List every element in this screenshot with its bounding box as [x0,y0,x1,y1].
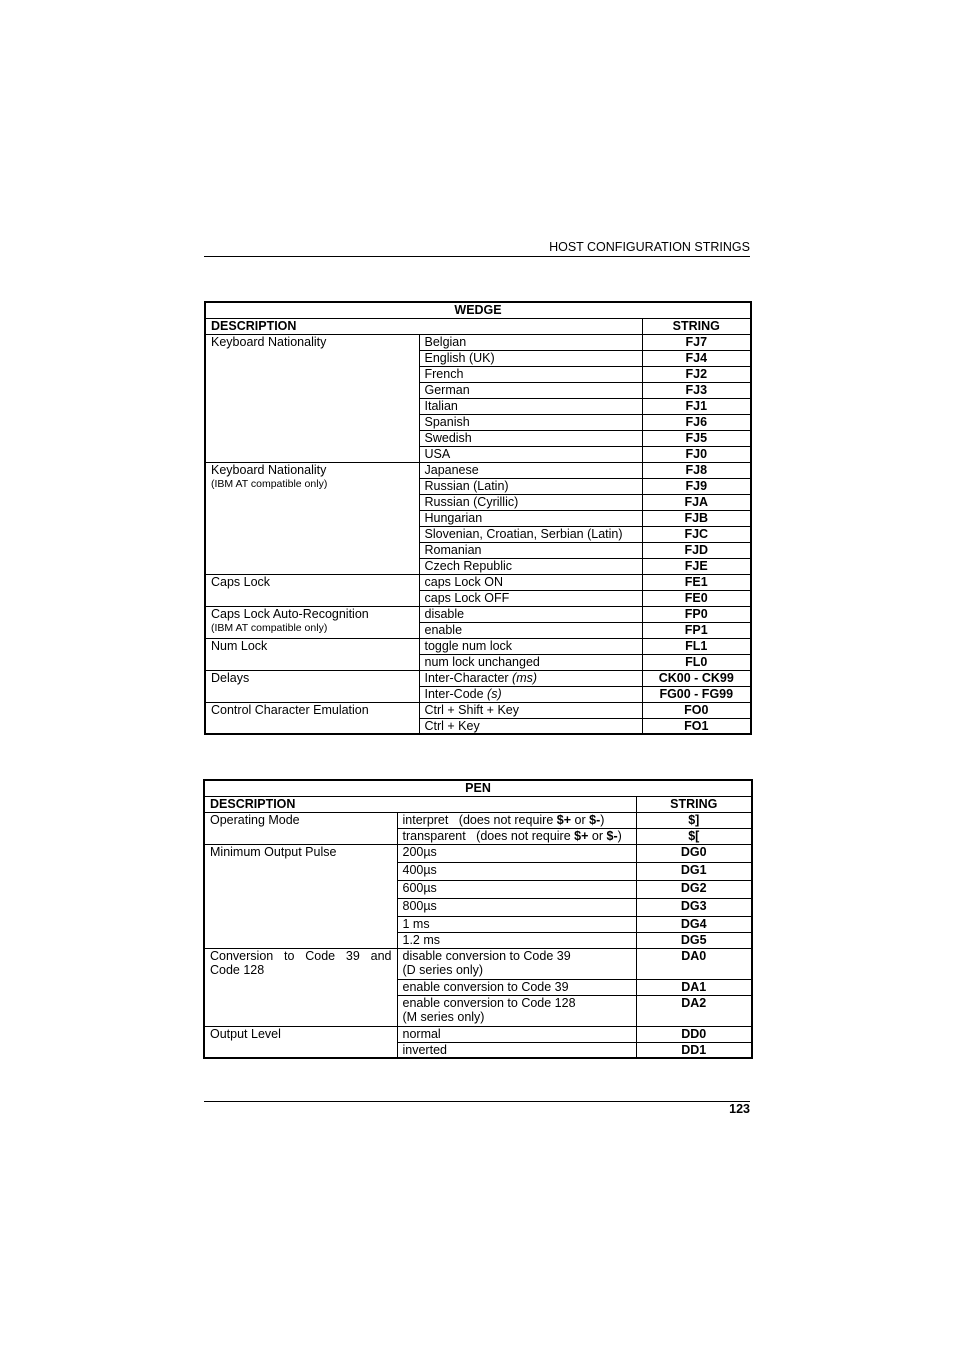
option-cell: caps Lock ON [419,574,642,590]
option-cell: 600µs [397,880,636,898]
pen-table [203,779,753,1059]
option-cell: German [419,382,642,398]
mode-text: interpret [402,812,449,827]
string-cell: FJD [642,542,751,558]
string-cell: FO1 [642,718,751,734]
code-text: $+ [574,828,589,843]
pen-title: PEN [204,780,752,796]
option-cell [397,979,636,995]
table-row [204,812,752,828]
group-label: Caps Lock Auto-Recognition [211,606,369,621]
option-cell: Japanese [419,462,642,478]
option-cell: 200µs [397,844,636,862]
string-cell: DG5 [636,932,752,948]
option-cell: Russian (Cyrillic) [419,494,642,510]
code-text: $- [589,812,601,827]
group-note: (IBM AT compatible only) [211,621,328,634]
option-cell [397,948,636,979]
option-cell: disable [419,606,642,622]
option-line: disable conversion to Code 39 [402,948,571,963]
header-rule [204,256,750,257]
string-cell: FL0 [642,654,751,670]
option-cell: inverted [397,1042,636,1058]
option-cell [397,812,636,828]
string-cell: FJ2 [642,366,751,382]
option-cell: enable [419,622,642,638]
option-cell: Russian (Latin) [419,478,642,494]
string-cell: DA1 [636,979,752,995]
string-cell: FP1 [642,622,751,638]
string-cell: FJ3 [642,382,751,398]
table-row [205,638,751,654]
wedge-title: WEDGE [205,302,751,318]
option-cell: toggle num lock [419,638,642,654]
string-cell: FJA [642,494,751,510]
string-cell: FJ1 [642,398,751,414]
string-cell: FJ5 [642,430,751,446]
option-unit: (ms) [512,670,538,685]
table-row [204,948,752,979]
code-text: $+ [556,812,572,827]
option-cell: Belgian [419,334,642,350]
string-cell: DG0 [636,844,752,862]
group-label: Keyboard Nationality [205,334,419,462]
connector-text: or [574,812,586,827]
option-cell: English (UK) [419,350,642,366]
string-cell: DA0 [636,948,752,979]
option-cell: 800µs [397,898,636,916]
option-cell: num lock unchanged [419,654,642,670]
table-row [205,462,751,478]
string-cell: FJB [642,510,751,526]
page-number: 123 [729,1102,750,1116]
option-cell: 1 ms [397,916,636,932]
option-cell: Ctrl + Key [419,718,642,734]
option-line: (M series only) [402,1009,485,1024]
column-header-row [204,796,752,812]
option-text: Inter-Character [424,670,509,685]
group-label: Delays [205,670,419,702]
option-cell: Czech Republic [419,558,642,574]
string-cell: FJ8 [642,462,751,478]
option-cell [397,995,636,1026]
option-line: enable conversion to Code 39 [402,979,569,994]
string-cell: $[ [636,828,752,844]
option-cell: USA [419,446,642,462]
group-label-cell [205,462,419,574]
wedge-table [204,301,752,735]
string-cell: FJ6 [642,414,751,430]
table-title-row [205,302,751,318]
string-cell: DG4 [636,916,752,932]
mode-note: (does not require [458,812,554,827]
string-cell: FJ7 [642,334,751,350]
group-label-cell [205,606,419,638]
string-header: STRING [636,796,752,812]
option-text: Inter-Code [424,686,484,701]
option-cell: Ctrl + Shift + Key [419,702,642,718]
string-cell: FJ4 [642,350,751,366]
option-cell: French [419,366,642,382]
group-label: Operating Mode [204,812,397,844]
group-label: Num Lock [205,638,419,670]
string-cell: FJ9 [642,478,751,494]
table-row [204,844,752,862]
string-cell: FE0 [642,590,751,606]
option-cell: Spanish [419,414,642,430]
string-cell: DG1 [636,862,752,880]
string-cell: DA2 [636,995,752,1026]
string-cell: FP0 [642,606,751,622]
group-label: Caps Lock [205,574,419,606]
table-row [205,670,751,686]
string-header: STRING [642,318,751,334]
mode-note-end: ) [617,828,622,843]
group-label: Output Level [204,1026,397,1058]
group-note: (IBM AT compatible only) [211,477,328,490]
string-cell: FJ0 [642,446,751,462]
description-header: DESCRIPTION [205,318,642,334]
option-cell [419,670,642,686]
string-cell: DG3 [636,898,752,916]
mode-note: (does not require [476,828,571,843]
table-row [205,574,751,590]
option-unit: (s) [487,686,502,701]
option-cell: normal [397,1026,636,1042]
table-row [205,606,751,622]
string-cell: FE1 [642,574,751,590]
mode-note-end: ) [600,812,605,827]
table-row [205,702,751,718]
option-cell: Romanian [419,542,642,558]
group-label: Conversion to Code 39 and Code 128 [204,948,397,1026]
option-line: (D series only) [402,962,484,977]
group-label: Keyboard Nationality [211,462,327,477]
string-cell: DG2 [636,880,752,898]
option-cell: 400µs [397,862,636,880]
option-cell: 1.2 ms [397,932,636,948]
table-row [204,1026,752,1042]
option-cell: Italian [419,398,642,414]
option-cell: caps Lock OFF [419,590,642,606]
string-cell: FO0 [642,702,751,718]
string-cell: $] [636,812,752,828]
column-header-row [205,318,751,334]
option-cell: Swedish [419,430,642,446]
mode-text: transparent [402,828,466,843]
string-cell: FJC [642,526,751,542]
string-cell: FG00 - FG99 [642,686,751,702]
group-label: Control Character Emulation [205,702,419,734]
table-title-row [204,780,752,796]
option-cell: Hungarian [419,510,642,526]
running-header: HOST CONFIGURATION STRINGS [549,240,750,254]
option-cell [397,828,636,844]
table-row [205,334,751,350]
connector-text: or [591,828,604,843]
group-label: Minimum Output Pulse [204,844,397,948]
string-cell: DD0 [636,1026,752,1042]
string-cell: FJE [642,558,751,574]
option-cell [419,686,642,702]
code-text: $- [606,828,618,843]
string-cell: FL1 [642,638,751,654]
option-line: enable conversion to Code 128 [402,995,576,1010]
description-header: DESCRIPTION [204,796,636,812]
option-cell: Slovenian, Croatian, Serbian (Latin) [419,526,642,542]
string-cell: CK00 - CK99 [642,670,751,686]
string-cell: DD1 [636,1042,752,1058]
